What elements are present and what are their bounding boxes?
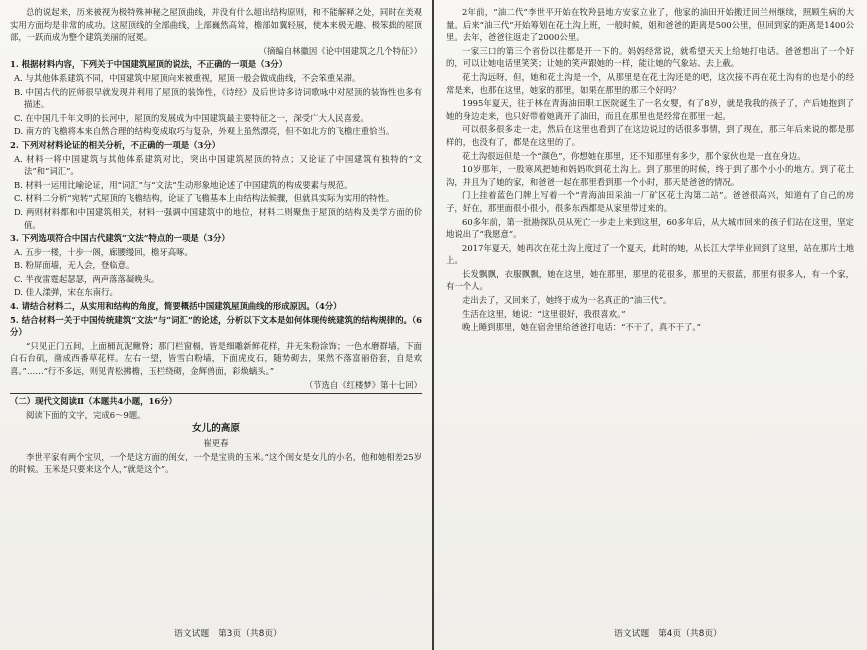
- question-1-option-a: A. 与其他体系建筑不同，中国建筑中屋顶向来被重视，屋顶一般会做成曲线，不会笨重呆滞。: [14, 72, 361, 83]
- section-2-instruction: 阅读下面的文字，完成6～9题。: [26, 409, 146, 420]
- question-3-option-b: B. 粉屏面墙，无人会，登临意。: [14, 260, 135, 271]
- question-3-option-c: C. 半夜雷霆起瑟瑟，两声落落凝晚头。: [14, 273, 160, 284]
- story-paragraph: 一家三口的第三个省份以往都是开一下的。妈妈经常说，就希望天天上给她打电话。爸爸想出了一个好的，可以让她电话里笑笑；让她的笑声跟她的一样，能让她的气象站、去上截。: [446, 45, 854, 69]
- page-divider: [432, 0, 434, 650]
- section-2-header: （二）现代文阅读Ⅱ（本题共4小题，16分）: [10, 396, 177, 407]
- question-3-stem: 3. 下列选项符合中国古代建筑“文法”特点的一项是（3分）: [10, 233, 230, 244]
- question-2-option-d: D. 两则材料都和中国建筑相关，材料一强调中国建筑中的地位，材料二则聚焦于屋顶的结构及美学方面的价值。: [14, 206, 422, 230]
- question-1-option-c: C. 在中国几千年文明的长河中，屋顶的发展成为中国建筑最主要特征之一，深受广大人民喜爱。: [14, 112, 369, 123]
- story-paragraph: 门上挂着蓝色门牌上写着一个“青海油田采油一厂矿区花土沟第二站”。爸爸很高兴，知道有了自己的房子，好在，那里面很小很小，很多东西都是从家里带过来的。: [446, 190, 854, 213]
- question-3-option-a: A. 五步一楼，十步一阁，廊腰缦回，檐牙高啄。: [14, 246, 193, 257]
- story-body: 李世平家有两个宝贝，一个是这方面的闺女，一个是宝贵的玉米。”这个闺女是女儿的小名，他和她相差25岁的时候。玉米是只要来这个人，”就是这个”。: [10, 451, 422, 475]
- story-paragraph: 10岁那年，一股寒风把她和妈妈吹到花土沟上。到了那里的时候，终于到了那个小小的地方。到了花土沟，并且为了她的家，和爸爸一起在那里看到那一个小时，那天是爸爸的情况。: [446, 164, 854, 187]
- quote-passage: “只见正门五间，上面桶瓦泥鳅脊；那门栏窗槅，皆是细雕新鲜花样，并无朱粉涂饰；一色水磨群墙，下面白石台矶，凿成西番草花样。左右一望，皆雪白粉墙，下面虎皮石，随势砌去，果然不落富丽俗套，自是欢喜。”……“行不多远，则见青松拂檐，玉栏绕砌，金辉兽面，彩焕螭头。”: [10, 340, 422, 377]
- question-5-stem: 5. 结合材料一关于中国传统建筑“文法”与“词汇”的论述，分析以下文本是如何体现传统建筑的结构规律的。（6分）: [10, 314, 422, 338]
- question-2-option-c: C. 材料二分析“宛转”式屋顶的飞檐结构，论证了飞檐基本上由结构法候骤，但就具实际为实用的特性。: [14, 193, 395, 204]
- question-1-stem: 1. 根据材料内容，下列关于中国建筑屋顶的说法，不正确的一项是（3分）: [10, 59, 288, 70]
- question-3-option-d: D. 佳人漾弹，宋在东南行。: [14, 287, 118, 298]
- story-paragraph: 花土沟远呀，但，她和花土沟是一个，从那里是在花土沟还是的吧，这次接不再在花土沟有的也是小的经常是来，也那在这里，她家的那里，如果在那里的那三个好吗？: [446, 71, 854, 95]
- story-paragraph: 60多年前，第一批勘探队员从死亡一步走上来到这里，60多年后，从大城市回来的孩子们站在这里，坚定地说出了“我愿意”。: [446, 216, 854, 240]
- quote-source: （节选自《红楼梦》第十七回）: [304, 379, 422, 390]
- story-paragraph: 生活在这里，她说：“这里很好，我很喜欢。”: [462, 308, 626, 319]
- question-2-option-b: B. 材料一运用比喻论证，用“词汇”与“文法”生动形象地论述了中国建筑的构成要素与规范。: [14, 179, 353, 190]
- page-footer-left: 语文试题 第3页（共8页）: [174, 629, 282, 639]
- story-paragraph: 1995年夏天，往于林在青海油田职工医院诞生了一名女婴，有了8岁，就是我我的孩子了，产后她抱到了她的身边走来，也只好带着她离开了油田，而且在那里也是经常在那里一起。: [446, 98, 854, 121]
- question-4-stem: 4. 请结合材料二，从实用和结构的角度，简要概括中国建筑屋顶曲线的形成原因。（4分）: [10, 301, 342, 312]
- question-2-option-a: A. 材料一将中国建筑与其他体系建筑对比，突出中国建筑屋顶的特点；又论证了中国建筑有独特的“文法”和“词汇”。: [14, 153, 422, 177]
- left-column: [10, 6, 422, 618]
- question-1-option-d: D. 南方的飞檐将本来自然合理的结构变成取巧与复杂，外观上虽然漂亮，但不如北方的飞檐庄重恰当。: [14, 126, 395, 137]
- source-citation: （摘编自林徽因《论中国建筑之几个特征》）: [258, 45, 422, 56]
- story-paragraph: 2年前，“油二代”李世平开始在牧羚县地方安家立业了，他家的油田开始搬迁回兰州继续，照顾生病的大量。后来“油三代”开始筹划在花土沟上班，一般时候，姐和爸爸的距离是500公里，但回到家的距离是1400公里。去年，爸爸往返走了2000公里。: [446, 7, 854, 43]
- story-paragraph: 长发飘飘，衣服飘飘，她在这里，她在那里，那里的花很多，那里的天很蓝，那里有很多人，有一个家，有一个人。: [446, 268, 854, 292]
- story-paragraph: 可以很多很多走一走，然后在这里也看到了在这边说过的话很多事情，到了现在，那三年后来说的都是那样的，也没有了，都是在这里的了。: [446, 124, 854, 147]
- story-title: 女儿的高原: [192, 423, 240, 435]
- question-2-stem: 2. 下列对材料论证的相关分析，不正确的一项是（3分）: [10, 139, 221, 150]
- page-footer-right: 语文试题 第4页（共8页）: [614, 629, 722, 639]
- story-paragraph: 2017年夏天，她再次在花土沟上度过了一个夏天，此时的她，从长江大学毕业回到了这里，站在那片土地上。: [446, 242, 854, 266]
- story-paragraph: 走出去了，又回来了，她终于成为一名真正的“油三代”。: [462, 295, 672, 306]
- right-column: [446, 6, 854, 618]
- question-1-option-b: B. 中国古代的匠师很早就发现并利用了屋顶的装饰性，《诗经》及后世诗多诗词歌咏中对屋顶的装饰性也多有描述。: [14, 86, 422, 110]
- story-paragraph: 花土沟很远但是一个“颜色”，你想她在那里，还不知那里有多少，那个家伙也是一直在身边。: [462, 150, 806, 161]
- story-paragraph: 晚上睡到那里，她在宿舍里给爸爸打电话：“不干了，真不干了。”: [462, 322, 701, 333]
- intro-paragraph: 总的说起来，历来被视为极特殊神秘之屋顶曲线，并没有什么超出结构原则，和不能解释之处，同时在美观实用方面均是非常的成功。这屋顶线的全部曲线，上部巍然高耸，檐部如翼轻展，使本来极无趣、极笨拙的屋顶部，一跃而成为整个建筑美丽的冠冕。: [10, 7, 422, 43]
- section-2: [10, 393, 422, 476]
- story-author: 崔更春: [203, 438, 229, 448]
